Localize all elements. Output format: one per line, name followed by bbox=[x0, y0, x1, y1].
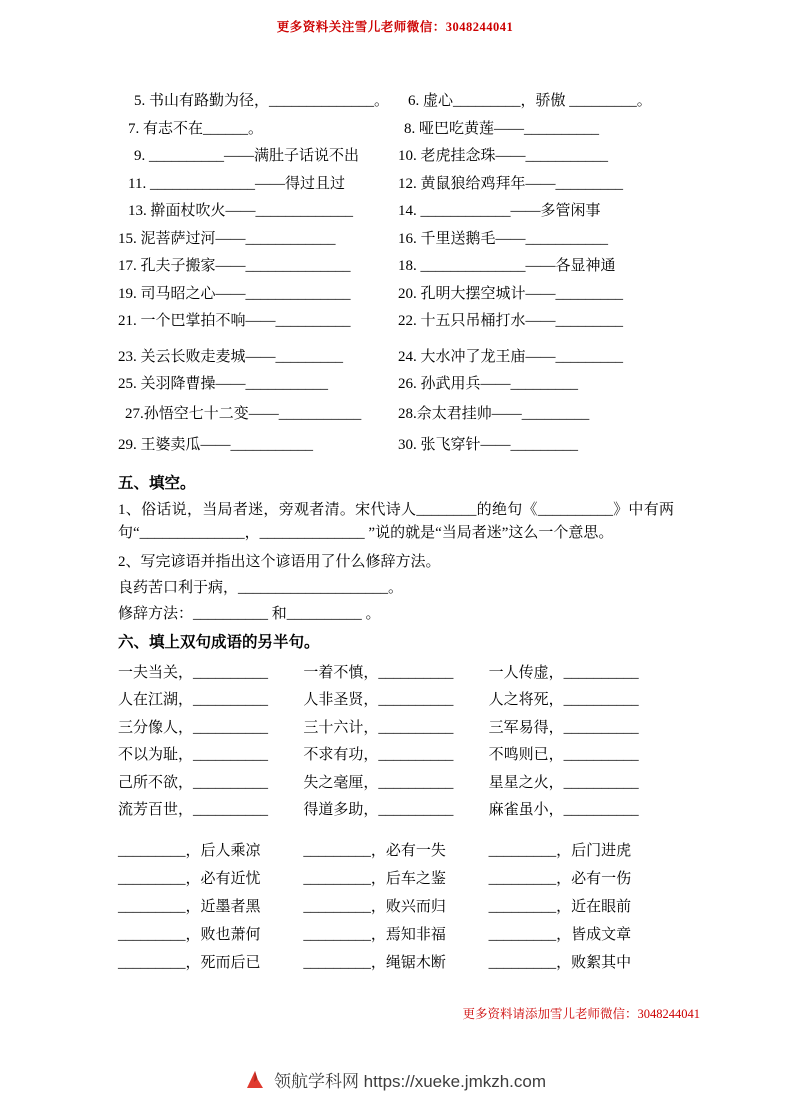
idiom-item: 人在江湖，__________ bbox=[118, 692, 269, 708]
bottom-contact-note: 更多资料请添加雪儿老师微信：3048244041 bbox=[462, 1007, 700, 1021]
exercise-row bbox=[118, 116, 674, 144]
exercise-row bbox=[118, 281, 674, 309]
exercise-item-23: 23. 关云长败走麦城——_________ bbox=[118, 348, 344, 365]
idiom-item: 一着不慎，__________ bbox=[303, 664, 454, 681]
idiom-item: 麻雀虽小，__________ bbox=[488, 802, 639, 818]
exercise-item-28: 28.佘太君挂帅——_________ bbox=[398, 405, 590, 422]
proverb-blank-line: 良药苦口利于病，____________________。 bbox=[118, 579, 404, 596]
idiom-item: _________，皆成文章 bbox=[488, 926, 632, 943]
exercise-item-24: 24. 大水冲了龙王庙——_________ bbox=[398, 348, 624, 365]
idiom-column-1 bbox=[118, 837, 303, 977]
site-footer-text[interactable]: 领航学科网 https://xueke.jmkzh.com bbox=[273, 1072, 547, 1091]
idiom-item: 一夫当关，__________ bbox=[118, 664, 269, 681]
idiom-item: 星星之火，__________ bbox=[488, 774, 639, 791]
fill-blank-question-2: 2、写完谚语并指出这个谚语用了什么修辞方法。 bbox=[118, 553, 441, 570]
idiom-item: 得道多助，__________ bbox=[303, 802, 454, 818]
exercise-item-14: 14. ____________——多管闲事 bbox=[398, 203, 601, 219]
idiom-item: _________，近在眼前 bbox=[488, 898, 632, 915]
idiom-item: 一人传虚，__________ bbox=[488, 664, 639, 681]
idiom-item: 三军易得，__________ bbox=[488, 719, 639, 736]
section-five-title: 五、填空。 bbox=[118, 474, 196, 492]
idiom-item: _________，焉知非福 bbox=[303, 926, 446, 943]
idiom-item: _________，后人乘凉 bbox=[118, 842, 261, 859]
exercise-row bbox=[118, 226, 674, 254]
exercise-row bbox=[118, 171, 674, 199]
idiom-item: 失之毫厘，__________ bbox=[303, 774, 454, 791]
idiom-column-2 bbox=[303, 837, 488, 977]
idiom-item: 不求有功，__________ bbox=[303, 747, 454, 763]
exercise-row bbox=[118, 253, 674, 281]
idiom-item: _________，近墨者黑 bbox=[118, 898, 261, 915]
idiom-column-1 bbox=[118, 660, 303, 825]
rhetoric-blank-line: 修辞方法：__________ 和__________ 。 bbox=[118, 605, 381, 622]
exercise-row bbox=[118, 198, 674, 226]
idiom-item: _________，败也萧何 bbox=[118, 926, 261, 943]
idiom-item: 不以为耻，__________ bbox=[118, 747, 269, 763]
idiom-item: _________，必有一伤 bbox=[488, 870, 632, 887]
idiom-item: 三十六计，__________ bbox=[303, 719, 454, 736]
exercise-row bbox=[118, 371, 674, 399]
exercise-row bbox=[118, 401, 674, 429]
idiom-item: _________，后车之鉴 bbox=[303, 870, 446, 887]
idiom-item: _________，后门进虎 bbox=[488, 842, 632, 859]
exercise-row bbox=[118, 432, 674, 460]
idiom-item: _________，死而后已 bbox=[118, 954, 261, 971]
exercise-item-10: 10. 老虎挂念珠——___________ bbox=[398, 148, 609, 164]
site-logo-icon bbox=[244, 1069, 266, 1091]
exercise-item-30: 30. 张飞穿针——_________ bbox=[398, 437, 579, 453]
idiom-item: 己所不欲，__________ bbox=[118, 774, 269, 791]
exercise-item-12: 12. 黄鼠狼给鸡拜年——_________ bbox=[398, 175, 624, 192]
idiom-item: 流芳百世，__________ bbox=[118, 802, 269, 818]
exercise-item-18: 18. ______________——各显神通 bbox=[398, 258, 616, 274]
exercise-row bbox=[118, 143, 674, 171]
idiom-grid-top bbox=[118, 660, 674, 825]
exercise-list bbox=[118, 88, 674, 460]
exercise-row bbox=[118, 88, 674, 116]
site-footer bbox=[0, 1067, 790, 1092]
exercise-item-29: 29. 王婆卖瓜——___________ bbox=[118, 437, 314, 453]
exercise-item-17: 17. 孔夫子搬家——______________ bbox=[118, 258, 351, 274]
exercise-item-22: 22. 十五只吊桶打水——_________ bbox=[398, 313, 624, 329]
fill-blank-question-1: 1、俗话说，当局者迷，旁观者清。宋代诗人________的绝句《__________》中有两句“______________，______________ ”说的就是“当局者迷”这么一个意思。 bbox=[118, 501, 674, 541]
idiom-column-3 bbox=[489, 660, 674, 825]
idiom-item: 人非圣贤，__________ bbox=[303, 692, 454, 708]
exercise-item-5: 5. 书山有路勤为径，______________。 bbox=[134, 93, 390, 109]
exercise-item-20: 20. 孔明大摆空城计——_________ bbox=[398, 285, 624, 302]
idiom-item: 人之将死，__________ bbox=[488, 692, 639, 708]
top-contact-note: 更多资料关注雪儿老师微信：3048244041 bbox=[276, 20, 514, 34]
idiom-item: _________，败絮其中 bbox=[488, 954, 632, 971]
exercise-item-11: 11. ______________——得过且过 bbox=[128, 175, 345, 192]
exercise-item-16: 16. 千里送鹅毛——___________ bbox=[398, 230, 609, 247]
exercise-item-9: 9. __________——满肚子话说不出 bbox=[134, 148, 360, 164]
exercise-item-26: 26. 孙武用兵——_________ bbox=[398, 376, 579, 392]
worksheet-content bbox=[118, 88, 674, 977]
exercise-item-15: 15. 泥菩萨过河——____________ bbox=[118, 230, 336, 247]
section-six-title: 六、填上双句成语的另半句。 bbox=[118, 633, 320, 651]
idiom-grid-bottom bbox=[118, 837, 674, 977]
idiom-item: _________，绳锯木断 bbox=[303, 954, 446, 971]
exercise-item-6: 6. 虚心_________，骄傲 _________。 bbox=[408, 93, 652, 109]
idiom-item: _________，必有一失 bbox=[303, 842, 446, 859]
exercise-item-8: 8. 哑巴吃黄莲——__________ bbox=[404, 120, 600, 137]
exercise-item-19: 19. 司马昭之心——______________ bbox=[118, 285, 351, 302]
exercise-item-25: 25. 关羽降曹操——___________ bbox=[118, 376, 329, 392]
exercise-item-27: 27.孙悟空七十二变——___________ bbox=[125, 405, 362, 422]
idiom-item: 三分像人，__________ bbox=[118, 719, 269, 736]
idiom-item: _________，必有近忧 bbox=[118, 870, 261, 887]
exercise-item-21: 21. 一个巴掌拍不响——__________ bbox=[118, 313, 351, 329]
exercise-item-7: 7. 有志不在______。 bbox=[128, 120, 264, 137]
exercise-row bbox=[118, 344, 674, 372]
idiom-column-2 bbox=[303, 660, 488, 825]
exercise-item-13: 13. 擀面杖吹火——_____________ bbox=[128, 203, 354, 219]
idiom-column-3 bbox=[489, 837, 674, 977]
idiom-item: 不鸣则已，__________ bbox=[488, 747, 639, 763]
exercise-row bbox=[118, 308, 674, 336]
idiom-item: _________，败兴而归 bbox=[303, 898, 446, 915]
